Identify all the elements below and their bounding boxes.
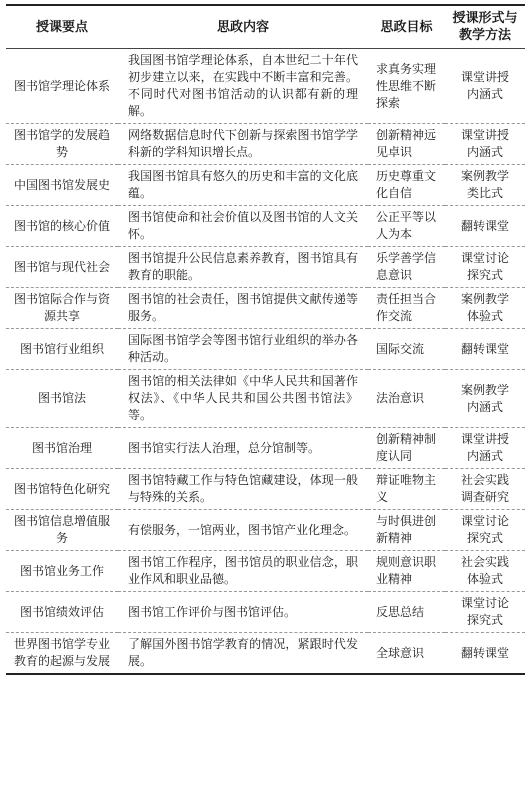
cell-goal: 创新精神远见卓识 [368, 124, 445, 165]
table-row [6, 469, 525, 510]
table-row [6, 288, 525, 329]
cell-method: 课堂讨论 探究式 [445, 247, 525, 288]
cell-method: 社会实践 调查研究 [445, 469, 525, 510]
cell-point: 图书馆学的发展趋势 [6, 124, 118, 165]
cell-content: 图书馆提升公民信息素养教育，图书馆具有教育的职能。 [118, 247, 368, 288]
cell-goal: 公正平等以人为本 [368, 206, 445, 247]
cell-point: 图书馆业务工作 [6, 551, 118, 592]
cell-content: 图书馆的社会责任，图书馆提供文献传递等服务。 [118, 288, 368, 329]
table-row [6, 551, 525, 592]
curriculum-table [6, 4, 525, 675]
cell-point: 图书馆信息增值服务 [6, 510, 118, 551]
cell-method: 课堂讨论 探究式 [445, 592, 525, 633]
header-goal: 思政目标 [368, 5, 445, 49]
cell-goal: 乐学善学信息意识 [368, 247, 445, 288]
cell-content: 网络数据信息时代下创新与探索图书馆学学科新的学科知识增长点。 [118, 124, 368, 165]
cell-content: 图书馆特藏工作与特色馆藏建设，体现一般与特殊的关系。 [118, 469, 368, 510]
cell-goal: 反思总结 [368, 592, 445, 633]
cell-goal: 规则意识职业精神 [368, 551, 445, 592]
cell-content: 我国图书馆学理论体系，自本世纪二十年代初步建立以来，在实践中不断丰富和完善。不同时代对图书馆活动的认识都有新的理解。 [118, 49, 368, 124]
cell-goal: 创新精神制度认同 [368, 428, 445, 469]
cell-content: 图书馆工作程序，图书馆员的职业信念，职业作风和职业品德。 [118, 551, 368, 592]
cell-method: 课堂讲授 内涵式 [445, 49, 525, 124]
table-row [6, 510, 525, 551]
cell-content: 了解国外图书馆学教育的情况，紧跟时代发展。 [118, 633, 368, 675]
cell-content: 图书馆工作评价与图书馆评估。 [118, 592, 368, 633]
cell-content: 有偿服务，一馆两业，图书馆产业化理念。 [118, 510, 368, 551]
table-body [6, 49, 525, 675]
cell-goal: 求真务实理性思维不断探索 [368, 49, 445, 124]
cell-point: 图书馆绩效评估 [6, 592, 118, 633]
cell-goal: 全球意识 [368, 633, 445, 675]
cell-method: 案例教学 内涵式 [445, 370, 525, 428]
cell-point: 图书馆行业组织 [6, 329, 118, 370]
cell-point: 图书馆治理 [6, 428, 118, 469]
cell-method: 翻转课堂 [445, 633, 525, 675]
cell-goal: 法治意识 [368, 370, 445, 428]
cell-method: 案例教学 类比式 [445, 165, 525, 206]
cell-content: 图书馆的相关法律如《中华人民共和国著作权法》、《中华人民共和国公共图书馆法》等。 [118, 370, 368, 428]
header-content: 思政内容 [118, 5, 368, 49]
cell-goal: 辩证唯物主义 [368, 469, 445, 510]
cell-content: 我国图书馆具有悠久的历史和丰富的文化底蕴。 [118, 165, 368, 206]
cell-goal: 历史尊重文化自信 [368, 165, 445, 206]
cell-method: 案例教学 体验式 [445, 288, 525, 329]
table-row [6, 370, 525, 428]
cell-method: 翻转课堂 [445, 329, 525, 370]
header-method-text: 授课形式与 教学方法 [452, 11, 518, 43]
table-header [6, 5, 525, 49]
table-row [6, 633, 525, 675]
cell-point: 图书馆与现代社会 [6, 247, 118, 288]
cell-point: 图书馆际合作与资源共享 [6, 288, 118, 329]
cell-point: 图书馆的核心价值 [6, 206, 118, 247]
header-method [445, 5, 525, 49]
table-row [6, 165, 525, 206]
cell-content: 国际图书馆学会等图书馆行业组织的举办各种活动。 [118, 329, 368, 370]
cell-point: 图书馆学理论体系 [6, 49, 118, 124]
cell-point: 图书馆特色化研究 [6, 469, 118, 510]
table-row [6, 428, 525, 469]
header-teaching-point: 授课要点 [6, 5, 118, 49]
table-row [6, 124, 525, 165]
cell-method: 课堂讲授 内涵式 [445, 428, 525, 469]
cell-goal: 国际交流 [368, 329, 445, 370]
header-row [6, 5, 525, 49]
table-row [6, 592, 525, 633]
table-row [6, 206, 525, 247]
table-row [6, 329, 525, 370]
cell-method: 翻转课堂 [445, 206, 525, 247]
cell-content: 图书馆实行法人治理，总分馆制等。 [118, 428, 368, 469]
cell-method: 课堂讨论 探究式 [445, 510, 525, 551]
cell-content: 图书馆使命和社会价值以及图书馆的人文关怀。 [118, 206, 368, 247]
cell-goal: 与时俱进创新精神 [368, 510, 445, 551]
cell-point: 中国图书馆发展史 [6, 165, 118, 206]
cell-method: 课堂讲授 内涵式 [445, 124, 525, 165]
table-row [6, 247, 525, 288]
cell-point: 世界图书馆学专业教育的起源与发展 [6, 633, 118, 675]
cell-point: 图书馆法 [6, 370, 118, 428]
cell-method: 社会实践 体验式 [445, 551, 525, 592]
table-row [6, 49, 525, 124]
cell-goal: 责任担当合作交流 [368, 288, 445, 329]
